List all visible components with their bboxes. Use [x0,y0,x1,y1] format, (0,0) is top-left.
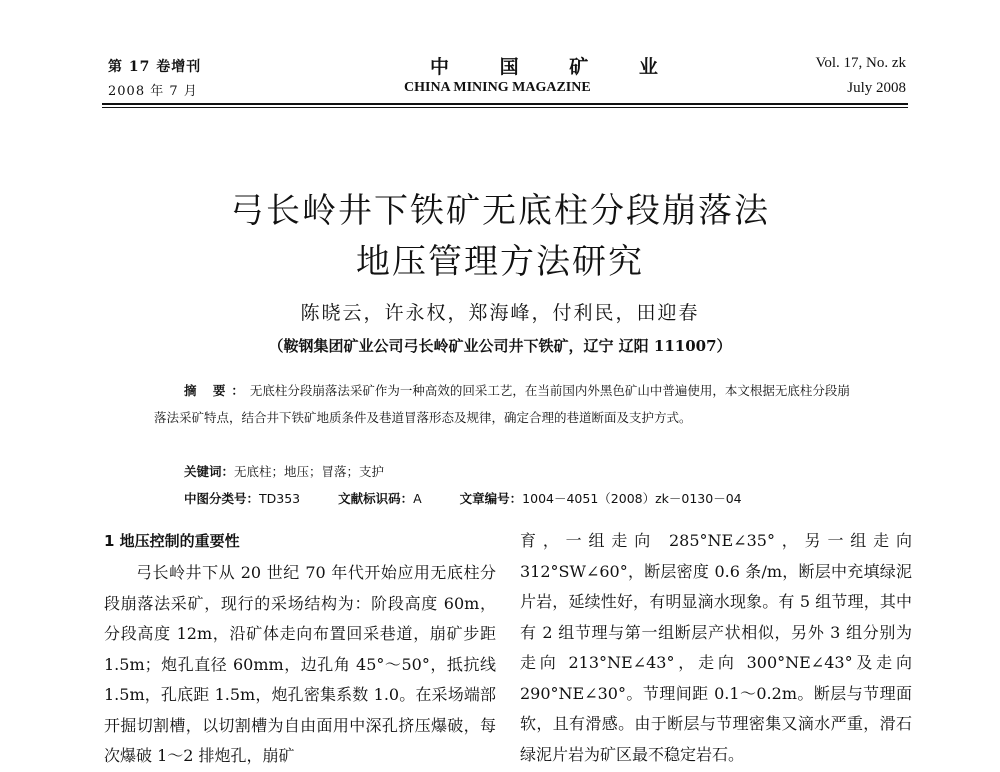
keywords-label: 关键词： [184,464,235,479]
header-rule-thin [102,107,908,108]
article-number-label: 文章编号： [459,491,523,506]
keywords-line [184,462,384,480]
article-number-value: 1004－4051（2008）zk－0130－04 [522,491,742,506]
paper-title-line2: 地压管理方法研究 [356,242,644,282]
abstract-text: 无底柱分段崩落法采矿作为一种高效的回采工艺，在当前国内外黑色矿山中普遍使用，本文根据无底柱分段崩落法采矿特点，结合井下铁矿地质条件及巷道冒落形态及规律，确定合理的巷道断面及支护方式。 [154,383,850,425]
paper-title-line1: 弓长岭井下铁矿无底柱分段崩落法 [230,191,770,231]
paper-affiliation: （鞍钢集团矿业公司弓长岭矿业公司井下铁矿，辽宁 辽阳 111007） [268,337,732,355]
journal-name-en: CHINA MINING MAGAZINE [404,80,591,95]
paper-authors: 陈晓云，许永权，郑海峰，付利民，田迎春 [300,302,700,324]
journal-name-cn: 中 国 矿 业 [430,56,680,78]
classification-line [184,489,742,507]
header-rule-thick [102,103,908,105]
doc-code-label: 文献标识码： [338,491,414,506]
journal-date-en: July 2008 [847,80,906,96]
journal-date-cn: 2008 年 7 月 [108,84,198,99]
abstract-block [154,377,854,431]
doc-code-value: A [413,491,422,506]
journal-volume-en: Vol. 17, No. zk [815,55,906,71]
clc-label: 中图分类号： [184,491,260,506]
clc-value: TD353 [259,491,301,506]
right-column-paragraph: 育，一组走向 285°NE∠35°，另一组走向 312°SW∠60°，断层密度 0.6 条/m，断层中充填绿泥片岩，延续性好，有明显滴水现象。有 5 组节理，其中有 2 组节理与第一组断层产状相似，另外 3 组分别为走向 213°NE∠43°，走向 300°NE∠43°及走向 290°NE∠30°。节理间距 0.1～0.2m。断层与节理面软，且有滑感。由于断层与节理密集又滴水严重，滑石绿泥片岩为矿区最不稳定岩石。 [520,531,912,764]
left-column-paragraph: 弓长岭井下从 20 世纪 70 年代开始应用无底柱分段崩落法采矿，现行的采场结构为：阶段高度 60m，分段高度 12m，沿矿体走向布置回采巷道，崩矿步距 1.5m；炮孔直径 60mm，边孔角 45°～50°，抵抗线 1.5m，孔底距 1.5m，炮孔密集系数 1.0。在采场端部开掘切割槽，以切割槽为自由面用中深孔挤压爆破，每次爆破 1～2 排炮孔，崩矿 [104,563,496,765]
section-1-heading: 1 地压控制的重要性 [104,532,240,550]
abstract-label: 摘 要： [184,383,250,398]
journal-issue-cn: 第 17 卷增刊 [108,59,202,75]
keywords-text: 无底柱；地压；冒落；支护 [234,464,385,479]
